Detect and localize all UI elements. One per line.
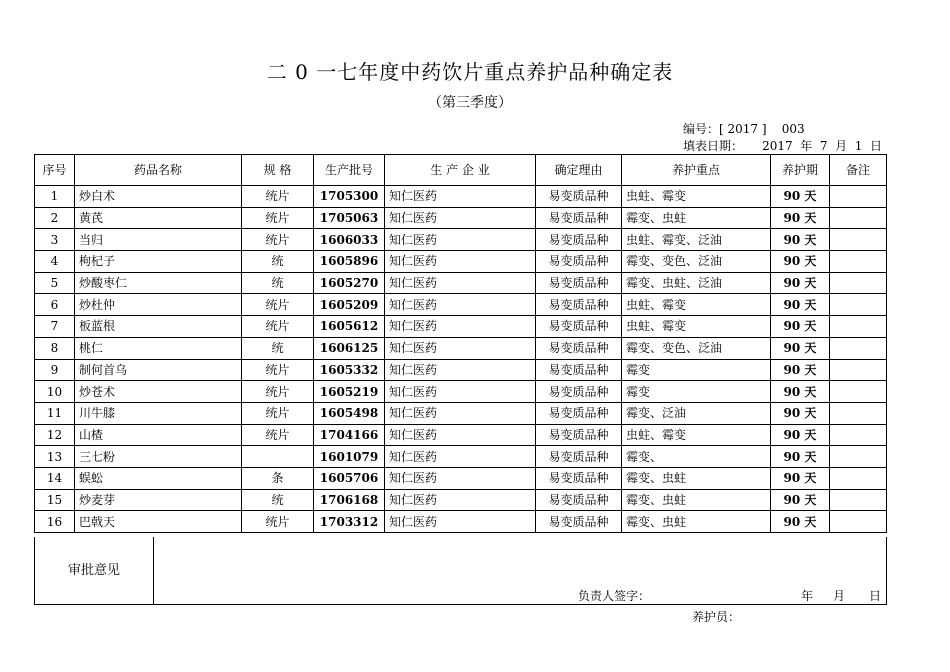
cell-note <box>830 359 887 381</box>
cell-name: 山楂 <box>75 424 242 446</box>
cell-note <box>830 229 887 251</box>
cell-no: 15 <box>35 489 75 511</box>
cell-reason: 易变质品种 <box>536 186 622 208</box>
cell-note <box>830 272 887 294</box>
cell-spec: 统片 <box>242 424 314 446</box>
cell-period: 90 天 <box>771 316 830 338</box>
cell-spec <box>242 446 314 468</box>
cell-spec: 统片 <box>242 207 314 229</box>
cell-name: 巴戟天 <box>75 511 242 533</box>
cell-batch: 1601079 <box>314 446 385 468</box>
cell-spec: 统片 <box>242 229 314 251</box>
cell-no: 8 <box>35 337 75 359</box>
header-name: 药品名称 <box>75 155 242 186</box>
cell-focus: 霉变、虫蛀 <box>622 511 771 533</box>
cell-reason: 易变质品种 <box>536 229 622 251</box>
cell-period: 90 天 <box>771 511 830 533</box>
cell-focus: 虫蛀、霉变 <box>622 424 771 446</box>
document-subtitle: （第三季度） <box>428 95 512 111</box>
cell-no: 9 <box>35 359 75 381</box>
cell-period: 90 天 <box>771 467 830 489</box>
cell-name: 炒白术 <box>75 186 242 208</box>
cell-period: 90 天 <box>771 251 830 273</box>
sign-month-label: 月 <box>833 589 846 603</box>
cell-batch: 1605612 <box>314 316 385 338</box>
cell-note <box>830 316 887 338</box>
cell-reason: 易变质品种 <box>536 511 622 533</box>
cell-reason: 易变质品种 <box>536 446 622 468</box>
cell-focus: 霉变 <box>622 381 771 403</box>
cell-focus: 霉变、虫蛀、泛油 <box>622 272 771 294</box>
cell-batch: 1705063 <box>314 207 385 229</box>
cell-no: 12 <box>35 424 75 446</box>
cell-note <box>830 402 887 424</box>
cell-spec: 条 <box>242 467 314 489</box>
cell-focus: 虫蛀、霉变 <box>622 186 771 208</box>
cell-batch: 1605896 <box>314 251 385 273</box>
cell-reason: 易变质品种 <box>536 207 622 229</box>
cell-period: 90 天 <box>771 489 830 511</box>
table-row <box>35 337 887 359</box>
cell-no: 6 <box>35 294 75 316</box>
cell-spec: 统片 <box>242 294 314 316</box>
cell-reason: 易变质品种 <box>536 467 622 489</box>
table-row <box>35 207 887 229</box>
cell-note <box>830 511 887 533</box>
cell-name: 炒苍术 <box>75 381 242 403</box>
cell-period: 90 天 <box>771 229 830 251</box>
cell-focus: 霉变、虫蛀 <box>622 467 771 489</box>
cell-maker: 知仁医药 <box>385 272 536 294</box>
table-row <box>35 381 887 403</box>
cell-spec: 统片 <box>242 381 314 403</box>
cell-focus: 霉变 <box>622 359 771 381</box>
cell-focus: 霉变、泛油 <box>622 402 771 424</box>
table-row <box>35 446 887 468</box>
header-note: 备注 <box>830 155 887 186</box>
cell-focus: 虫蛀、霉变 <box>622 294 771 316</box>
cell-note <box>830 207 887 229</box>
cell-maker: 知仁医药 <box>385 446 536 468</box>
cell-batch: 1605219 <box>314 381 385 403</box>
cell-spec: 统片 <box>242 316 314 338</box>
cell-reason: 易变质品种 <box>536 294 622 316</box>
cell-reason: 易变质品种 <box>536 337 622 359</box>
cell-reason: 易变质品种 <box>536 251 622 273</box>
table-row <box>35 467 887 489</box>
table-row <box>35 511 887 533</box>
cell-note <box>830 424 887 446</box>
cell-maker: 知仁医药 <box>385 467 536 489</box>
cell-reason: 易变质品种 <box>536 381 622 403</box>
cell-batch: 1705300 <box>314 186 385 208</box>
cell-spec: 统 <box>242 251 314 273</box>
cell-maker: 知仁医药 <box>385 402 536 424</box>
header-reason: 确定理由 <box>536 155 622 186</box>
cell-maker: 知仁医药 <box>385 251 536 273</box>
cell-batch: 1706168 <box>314 489 385 511</box>
cell-name: 板蓝根 <box>75 316 242 338</box>
cell-period: 90 天 <box>771 337 830 359</box>
cell-focus: 霉变、变色、泛油 <box>622 251 771 273</box>
cell-spec: 统片 <box>242 511 314 533</box>
header-batch: 生产批号 <box>314 155 385 186</box>
cell-name: 制何首乌 <box>75 359 242 381</box>
cell-focus: 霉变、虫蛀 <box>622 489 771 511</box>
cell-maker: 知仁医药 <box>385 337 536 359</box>
cell-batch: 1606033 <box>314 229 385 251</box>
maintenance-table <box>34 154 887 533</box>
cell-focus: 霉变、虫蛀 <box>622 207 771 229</box>
cell-note <box>830 467 887 489</box>
cell-batch: 1703312 <box>314 511 385 533</box>
cell-no: 5 <box>35 272 75 294</box>
cell-batch: 1605498 <box>314 402 385 424</box>
cell-period: 90 天 <box>771 424 830 446</box>
cell-period: 90 天 <box>771 381 830 403</box>
cell-name: 桃仁 <box>75 337 242 359</box>
cell-no: 13 <box>35 446 75 468</box>
cell-reason: 易变质品种 <box>536 402 622 424</box>
cell-spec: 统 <box>242 337 314 359</box>
responsible-signature-label: 负责人签字： <box>578 589 651 603</box>
table-row <box>35 186 887 208</box>
table-body <box>35 186 887 533</box>
table-row <box>35 359 887 381</box>
cell-maker: 知仁医药 <box>385 359 536 381</box>
cell-spec: 统 <box>242 272 314 294</box>
cell-focus: 虫蛀、霉变、泛油 <box>622 229 771 251</box>
table-header-row <box>35 155 887 186</box>
cell-no: 11 <box>35 402 75 424</box>
cell-maker: 知仁医药 <box>385 316 536 338</box>
cell-note <box>830 337 887 359</box>
table-row <box>35 251 887 273</box>
cell-note <box>830 381 887 403</box>
cell-name: 川牛膝 <box>75 402 242 424</box>
cell-maker: 知仁医药 <box>385 381 536 403</box>
cell-period: 90 天 <box>771 294 830 316</box>
cell-maker: 知仁医药 <box>385 489 536 511</box>
cell-period: 90 天 <box>771 272 830 294</box>
cell-period: 90 天 <box>771 446 830 468</box>
table-row <box>35 489 887 511</box>
cell-period: 90 天 <box>771 186 830 208</box>
cell-maker: 知仁医药 <box>385 511 536 533</box>
keeper-signature-label: 养护员： <box>692 610 741 624</box>
cell-note <box>830 186 887 208</box>
cell-batch: 1605270 <box>314 272 385 294</box>
cell-focus: 霉变、变色、泛油 <box>622 337 771 359</box>
cell-name: 炒酸枣仁 <box>75 272 242 294</box>
table-row <box>35 272 887 294</box>
cell-batch: 1605209 <box>314 294 385 316</box>
document-title: 二 0 一七年度中药饮片重点养护品种确定表 <box>266 60 674 84</box>
cell-name: 三七粉 <box>75 446 242 468</box>
table-row <box>35 424 887 446</box>
sign-day-label: 日 <box>869 589 882 603</box>
fill-date: 填表日期： 2017 年 7 月 1 日 <box>683 139 883 153</box>
cell-no: 16 <box>35 511 75 533</box>
cell-no: 2 <box>35 207 75 229</box>
cell-no: 1 <box>35 186 75 208</box>
cell-maker: 知仁医药 <box>385 186 536 208</box>
cell-maker: 知仁医药 <box>385 229 536 251</box>
cell-reason: 易变质品种 <box>536 424 622 446</box>
cell-maker: 知仁医药 <box>385 207 536 229</box>
cell-note <box>830 251 887 273</box>
cell-spec: 统片 <box>242 186 314 208</box>
cell-reason: 易变质品种 <box>536 272 622 294</box>
cell-spec: 统 <box>242 489 314 511</box>
cell-name: 蜈蚣 <box>75 467 242 489</box>
approval-section <box>34 537 887 605</box>
cell-note <box>830 446 887 468</box>
cell-note <box>830 489 887 511</box>
approval-label: 审批意见 <box>35 537 154 604</box>
cell-period: 90 天 <box>771 359 830 381</box>
cell-no: 14 <box>35 467 75 489</box>
cell-no: 10 <box>35 381 75 403</box>
sign-year-label: 年 <box>801 589 814 603</box>
cell-batch: 1605706 <box>314 467 385 489</box>
table-row <box>35 294 887 316</box>
cell-focus: 霉变、 <box>622 446 771 468</box>
header-spec: 规 格 <box>242 155 314 186</box>
cell-reason: 易变质品种 <box>536 489 622 511</box>
cell-maker: 知仁医药 <box>385 294 536 316</box>
cell-focus: 虫蛀、霉变 <box>622 316 771 338</box>
table-row <box>35 402 887 424</box>
cell-batch: 1606125 <box>314 337 385 359</box>
cell-no: 7 <box>35 316 75 338</box>
cell-period: 90 天 <box>771 207 830 229</box>
table-row <box>35 229 887 251</box>
table-row <box>35 316 887 338</box>
cell-name: 炒麦芽 <box>75 489 242 511</box>
cell-no: 3 <box>35 229 75 251</box>
cell-period: 90 天 <box>771 402 830 424</box>
header-no: 序号 <box>35 155 75 186</box>
cell-name: 炒杜仲 <box>75 294 242 316</box>
header-period: 养护期 <box>771 155 830 186</box>
cell-name: 枸杞子 <box>75 251 242 273</box>
cell-batch: 1704166 <box>314 424 385 446</box>
header-focus: 养护重点 <box>622 155 771 186</box>
cell-note <box>830 294 887 316</box>
cell-spec: 统片 <box>242 402 314 424</box>
cell-maker: 知仁医药 <box>385 424 536 446</box>
header-maker: 生 产 企 业 <box>385 155 536 186</box>
cell-name: 黄芪 <box>75 207 242 229</box>
cell-reason: 易变质品种 <box>536 316 622 338</box>
cell-no: 4 <box>35 251 75 273</box>
cell-reason: 易变质品种 <box>536 359 622 381</box>
cell-batch: 1605332 <box>314 359 385 381</box>
document-code: 编号：[ 2017 ] 003 <box>683 122 805 136</box>
cell-spec: 统片 <box>242 359 314 381</box>
cell-name: 当归 <box>75 229 242 251</box>
